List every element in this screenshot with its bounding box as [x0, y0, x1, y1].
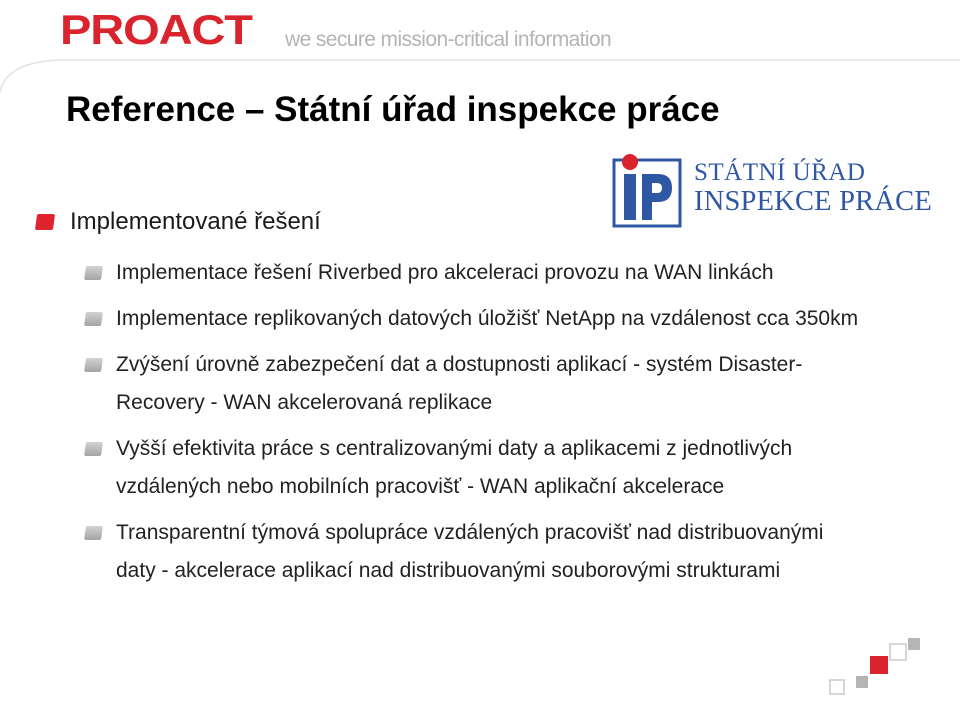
list-item-text: Transparentní týmová spolupráce vzdálených pracovišť nad distribuovanými daty - akcelerace aplikací nad distribuovanými souborovými strukturami: [116, 521, 824, 582]
list-item-text: Vyšší efektivita práce s centralizovanými daty a aplikacemi z jednotlivých vzdálených nebo mobilních pracovišť - WAN aplikační akcelerace: [116, 437, 793, 498]
list-item: [84, 346, 876, 422]
list-item: [84, 300, 906, 338]
section-label: Implementované řešení: [70, 208, 321, 235]
org-logo-line1: STÁTNÍ ÚŘAD: [694, 159, 866, 186]
grey-square-bullet-icon: [84, 442, 103, 456]
list-item: [84, 514, 836, 590]
list-item-text: Implementace replikovaných datových úložišť NetApp na vzdálenost cca 350km: [116, 307, 859, 330]
list-item: [84, 254, 944, 292]
list-item: [84, 430, 896, 506]
brand-tagline: we secure mission-critical information: [285, 28, 612, 51]
decorative-squares-icon: [820, 630, 930, 700]
ip-emblem-icon: [612, 152, 688, 228]
section-heading: [36, 208, 321, 236]
list-item-text: Zvýšení úrovně zabezpečení dat a dostupnosti aplikací - systém Disaster-Recovery - WAN akcelerovaná replikace: [116, 353, 803, 414]
brand-logo: PROACT: [60, 6, 252, 53]
grey-square-bullet-icon: [84, 358, 103, 372]
org-logo: [612, 152, 940, 228]
slide-title: Reference – Státní úřad inspekce práce: [66, 90, 720, 129]
org-logo-line2: INSPEKCE PRÁCE: [694, 186, 932, 217]
grey-square-bullet-icon: [84, 312, 103, 326]
list-item-text: Implementace řešení Riverbed pro akceleraci provozu na WAN linkách: [116, 261, 774, 284]
red-square-bullet-icon: [35, 214, 55, 230]
bullet-list: [84, 254, 944, 590]
org-logo-text: [694, 160, 932, 217]
grey-square-bullet-icon: [84, 526, 103, 540]
grey-square-bullet-icon: [84, 266, 103, 280]
